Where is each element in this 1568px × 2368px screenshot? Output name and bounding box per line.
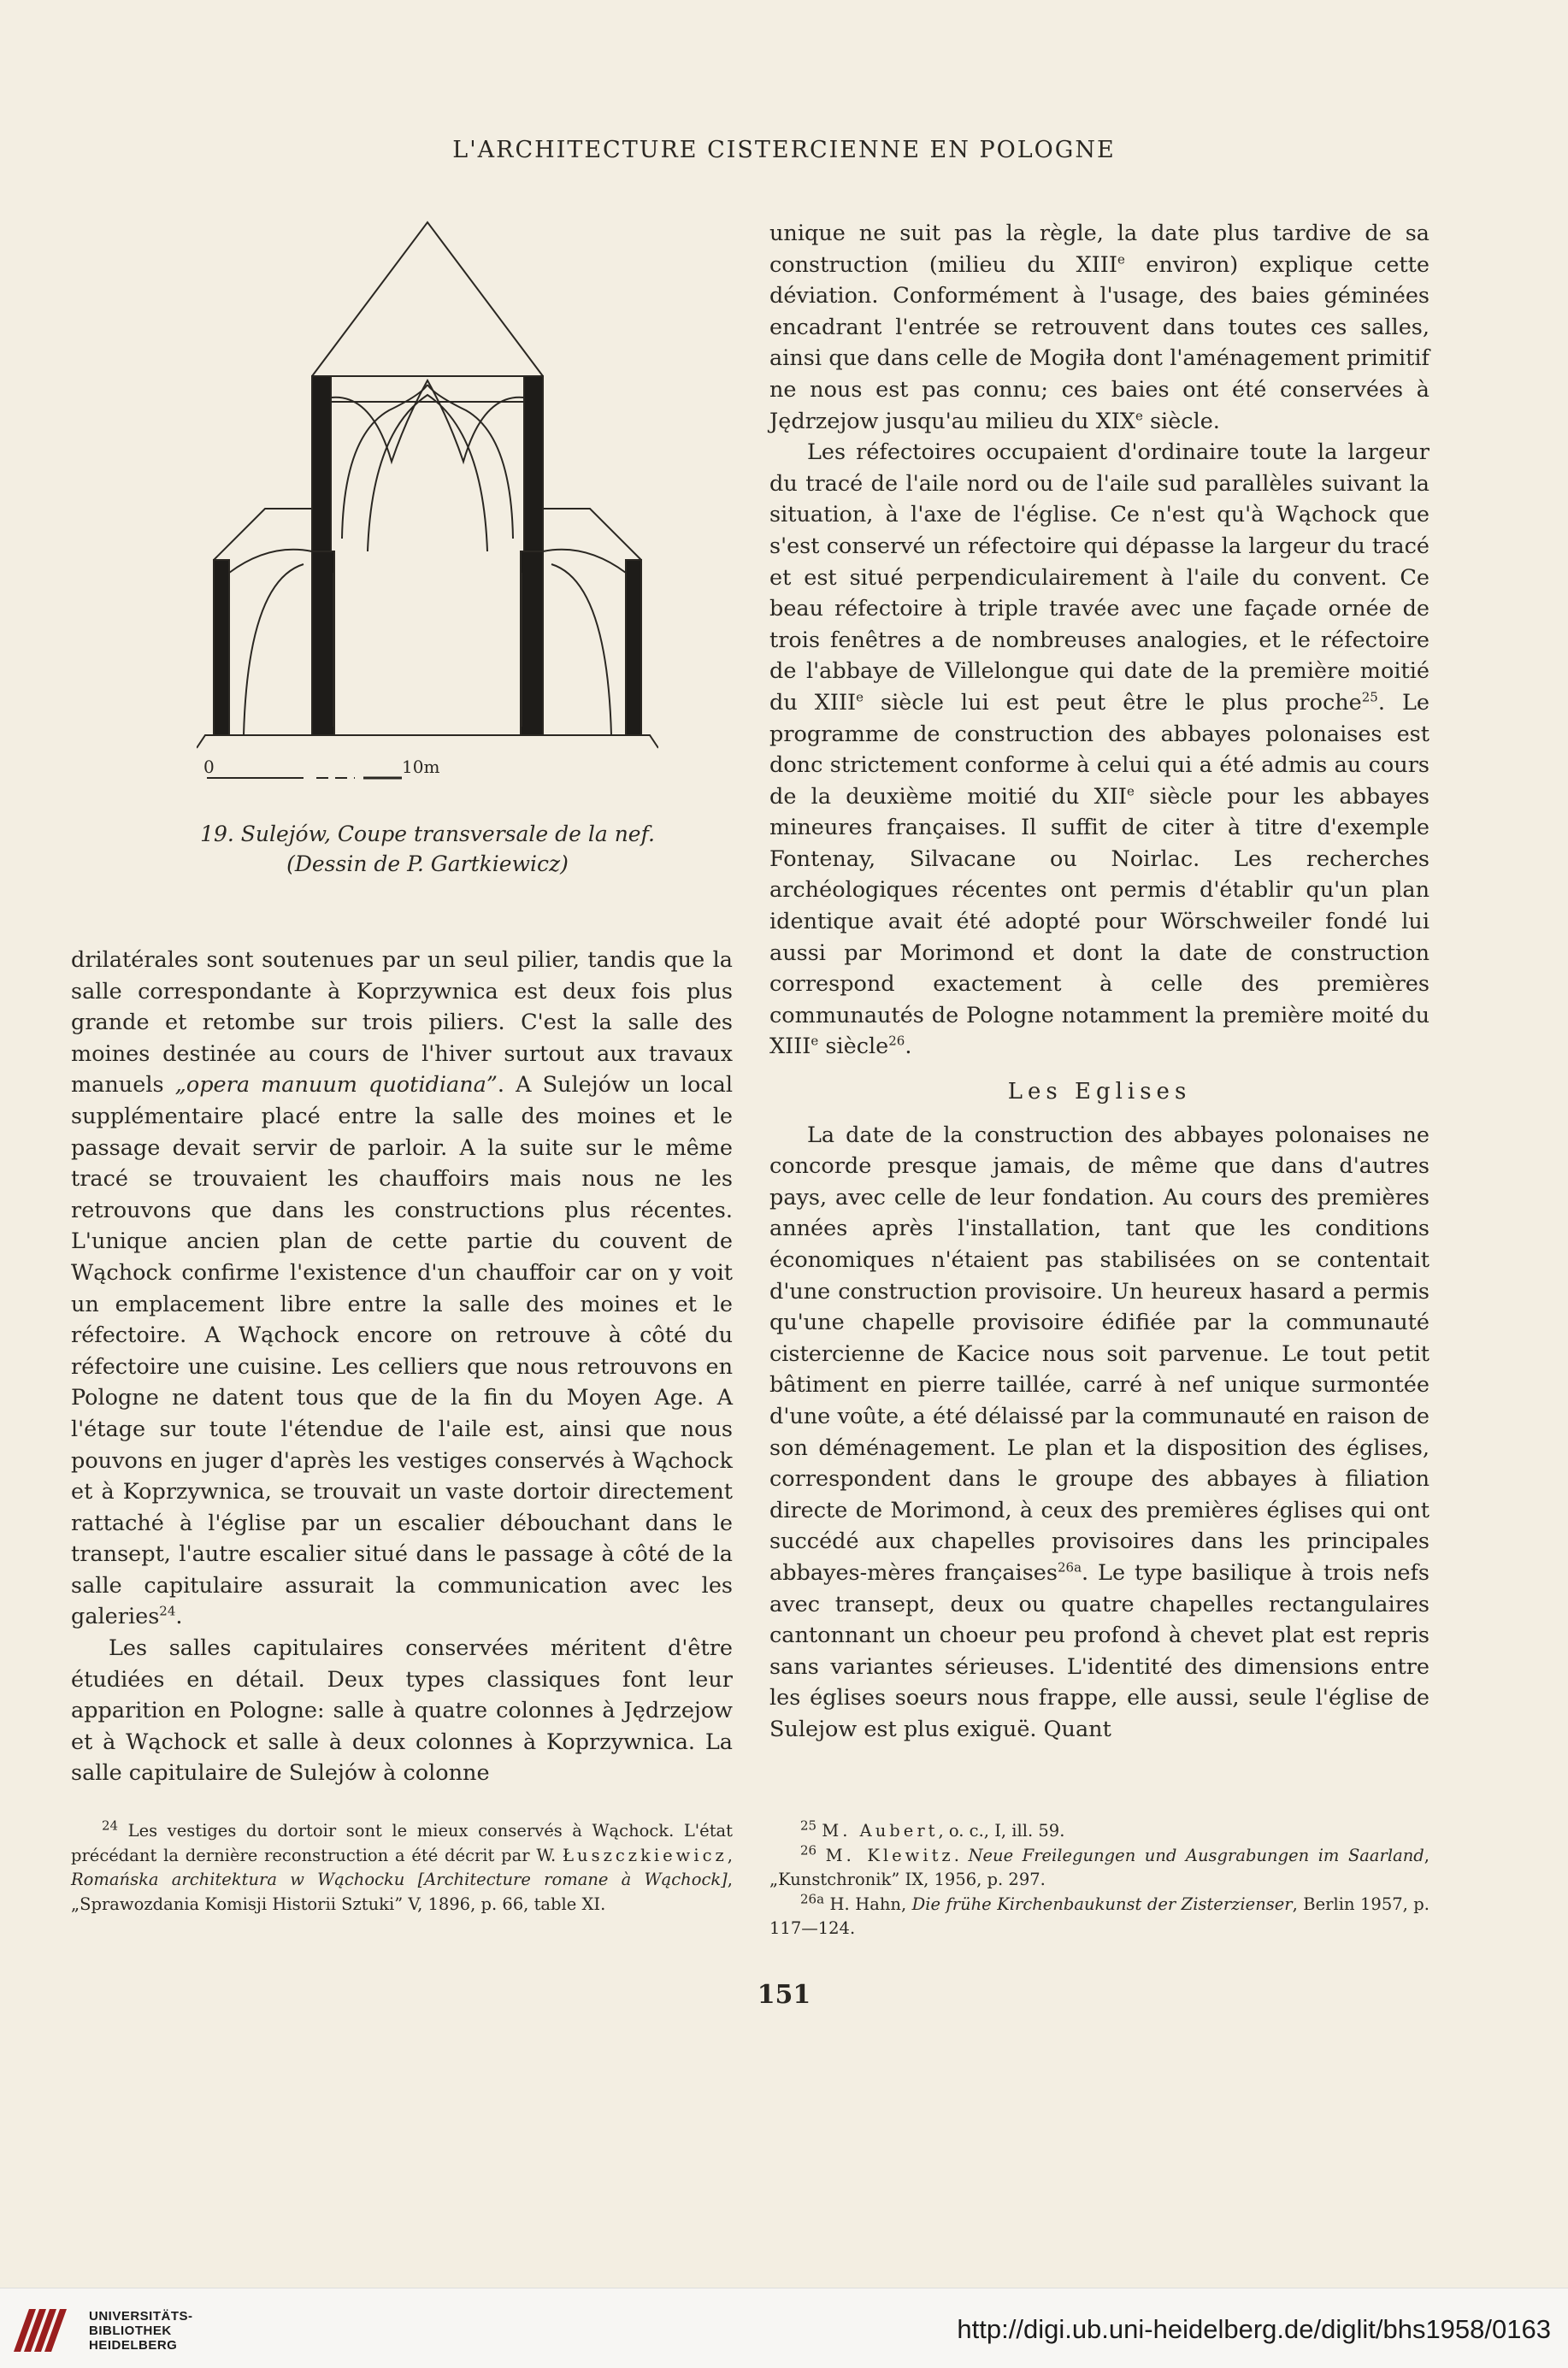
text-run: , Berlin 1957, p. 117—124. (769, 1894, 1429, 1938)
section-heading: Les Eglises (1007, 1079, 1192, 1105)
running-head: L'ARCHITECTURE CISTERCIENNE EN POLOGNE (452, 137, 1116, 163)
scale-end-label: 10m (402, 757, 440, 777)
left-paragraph-2: Les salles capitulaires conservées méritent d'être étudiées en détail. Deux types classiques font leur apparition en Pologne: salle à quatre colonnes à Jędrzejow et à Wąchock et salle à deux colonnes à Koprzywnica. La salle capitulaire de Sulejów à colonne (71, 1635, 733, 1787)
text-run: siècle pour les abbayes mineures françaises. Il suffit de citer à titre d'exemple Fontenay, Silvacane ou Noirlac. Les recherches archéologiques récentes ont permis d'établir qu'un plan identique avait été adopté pour Wörschweiler fondé lui aussi par Morimond et dont la date de construction correspond exactement à celle des premières communautés de Pologne notamment la première moité du XIII (769, 783, 1430, 1060)
footnote-number: 26 (800, 1842, 817, 1858)
italic-quote: „opera manuum quotidiana” (174, 1072, 498, 1099)
superscript: e (1135, 408, 1143, 424)
text-run: siècle (818, 1034, 889, 1060)
footnotes-left (71, 1819, 733, 1917)
text-run: . (905, 1034, 912, 1060)
text-run: , (727, 1845, 733, 1865)
library-footer (0, 2288, 1568, 2368)
text-run: Les vestiges du dortoir sont le mieux conservés à Wąchock. L'état précédant la dernière reconstruction a été décrit par W. (71, 1821, 733, 1865)
text-run: drilatérales sont soutenues par un seul pilier, tandis que la salle correspondante à Koprzywnica est deux fois plus grande et retombe sur trois piliers. C'est la salle des moines destinée au cours de l'hiver surtout aux travaux manuels (71, 947, 733, 1099)
figure-caption (124, 819, 731, 879)
caption-line-2: (Dessin de P. Gartkiewicz) (286, 851, 569, 876)
right-paragraph-2 (769, 437, 1429, 1063)
author-name: Łuszczkiewicz (563, 1845, 728, 1865)
left-paragraph-1 (71, 945, 733, 1633)
footnote-number: 26a (800, 1891, 825, 1906)
footnote-ref-24: 24 (159, 1603, 176, 1619)
footnote-ref-26: 26 (888, 1033, 905, 1049)
text-run: , „Sprawozdania Komisji Historii Sztuki” V, 1896, p. 66, table XI. (71, 1870, 733, 1914)
superscript: e (1127, 783, 1135, 799)
author-name: M. Aubert (822, 1821, 939, 1841)
work-title: Die frühe Kirchenbaukunst der Zisterzienser (911, 1894, 1293, 1914)
institution-name[interactable] (89, 2309, 193, 2353)
text-run: , o. c., I, ill. 59. (938, 1821, 1065, 1841)
institution-line-1: UNIVERSITÄTS- (89, 2309, 193, 2324)
text-run: Les réfectoires occupaient d'ordinaire toute la largeur du tracé de l'aile nord ou de l'aile sud parallèles suivant la situation, à l'axe de l'église. Ce n'est qu'à Wąchock que s'est conservé un réfectoire qui dépasse la largeur du tracé et est situé perpendiculairement à l'aile du convent. Ce beau réfectoire à triple travée avec une façade ornée de trois fenêtres a de nombreuses analogies, et le réfectoire de l'abbaye de Villelongue qui date de la première moitié du XIII (769, 439, 1429, 716)
scale-start-label: 0 (203, 757, 215, 777)
footnote-25 (769, 1819, 1429, 1844)
text-run: unique ne suit pas la règle, la date plus tardive de sa construction (milieu du XIII (769, 221, 1429, 278)
superscript: e (856, 689, 864, 705)
nave-cross-section-drawing (197, 214, 658, 804)
footnote-26a (769, 1893, 1429, 1941)
author-name: H. Hahn (829, 1894, 901, 1914)
text-run: siècle. (1142, 408, 1220, 434)
permalink-url[interactable]: http://digi.ub.uni-heidelberg.de/diglit/bhs1958/0163 (957, 2314, 1551, 2344)
footnote-number: 24 (102, 1817, 119, 1834)
text-run: siècle lui est peut être le plus proche (864, 689, 1362, 716)
superscript: e (811, 1033, 819, 1049)
text-run: , (900, 1894, 912, 1914)
left-column (71, 945, 733, 1789)
text-run: . (175, 1604, 183, 1630)
footnote-ref-26a: 26a (1057, 1559, 1082, 1576)
superscript: e (1117, 251, 1125, 268)
cross-section-figure (197, 214, 658, 804)
footnote-number: 25 (800, 1817, 817, 1834)
right-paragraph-1 (769, 218, 1429, 437)
text-run: environ) explique cette déviation. Conformément à l'usage, des baies géminées encadrant l'entrée se retrouvent dans toutes ces salles, ainsi que dans celle de Mogiła dont l'aménagement primitif ne nous est pas connu; ces baies ont été conservées à Jędrzejow jusqu'au milieu du XIX (769, 251, 1429, 434)
institution-line-2: BIBLIOTHEK (89, 2324, 172, 2338)
work-title: Neue Freilegungen und Ausgrabungen im Saarland (968, 1845, 1424, 1865)
book-logo-icon[interactable] (12, 2306, 72, 2353)
institution-line-3: HEIDELBERG (89, 2338, 178, 2353)
right-paragraph-3 (769, 1120, 1429, 1746)
caption-line-1: 19. Sulejów, Coupe transversale de la nef. (200, 822, 655, 846)
text-run: . (953, 1845, 969, 1865)
footnote-26 (769, 1844, 1429, 1893)
footnotes-right (769, 1819, 1429, 1941)
right-column (769, 218, 1429, 1746)
footnote-24 (71, 1819, 733, 1917)
text-run: , „Kunstchronik” IX, 1956, p. 297. (769, 1845, 1429, 1889)
text-run: . Le programme de construction des abbayes polonaises est donc strictement conforme à celui qui a été admis au cours de la deuxième moitié du XII (769, 689, 1429, 810)
text-run: . A Sulejów un local supplémentaire placé entre la salle des moines et le passage devait servir de parloir. A la suite sur le même tracé se trouvaient les chauffoirs mais nous ne les retrouvons que dans les constructions plus récentes. L'unique ancien plan de cette partie du couvent de Wąchock confirme l'existence d'un chauffoir car on y voit un emplacement libre entre la salle des moines et le réfectoire. A Wąchock encore on retrouve à côté du réfectoire une cuisine. Les celliers que nous retrouvons en Pologne ne datent tous que de la fin du Moyen Age. A l'étage sur toute l'étendue de l'aile est, ainsi que nous pouvons en juger d'après les vestiges conservés à Wąchock et à Koprzywnica, se trouvait un vaste dortoir directement rattaché à l'église par un escalier débouchant dans le transept, l'autre escalier situé dans le passage à côté de la salle capitulaire assurait la communication avec les galeries (71, 1072, 733, 1630)
text-run: . Le type basilique à trois nefs avec transept, deux ou quatre chapelles rectangulaires cantonnant un choeur peu profond à chevet plat est repris sans variantes sérieuses. L'identité des dimensions entre les églises soeurs nous frappe, elle aussi, seule l'église de Sulejow est plus exiguë. Quant (769, 1559, 1429, 1742)
footnote-ref-25: 25 (1361, 689, 1378, 705)
text-run: La date de la construction des abbayes polonaises ne concorde presque jamais, de même que dans d'autres pays, avec celle de leur fondation. Au cours des premières années après l'installation, tant que les conditions économiques n'étaient pas stabilisées on se contentait d'une construction provisoire. Un heureux hasard a permis qu'une chapelle provisoire édifiée par la communauté cistercienne de Kacice nous soit parvenue. Le tout petit bâtiment en pierre taillée, carré à nef unique surmontée d'une voûte, a été délaissé par la communauté en raison de son déménagement. Le plan et la disposition des églises, correspondent dans le groupe des abbayes à filiation directe de Morimond, à ceux des premières églises qui ont succédé aux chapelles provisoires dans les principales abbayes-mères françaises (769, 1122, 1429, 1586)
author-name: M. Klewitz (825, 1845, 954, 1865)
page-number: 151 (757, 1980, 811, 2010)
work-title: Romańska architektura w Wąchocku [Architecture romane à Wąchock] (71, 1870, 728, 1889)
